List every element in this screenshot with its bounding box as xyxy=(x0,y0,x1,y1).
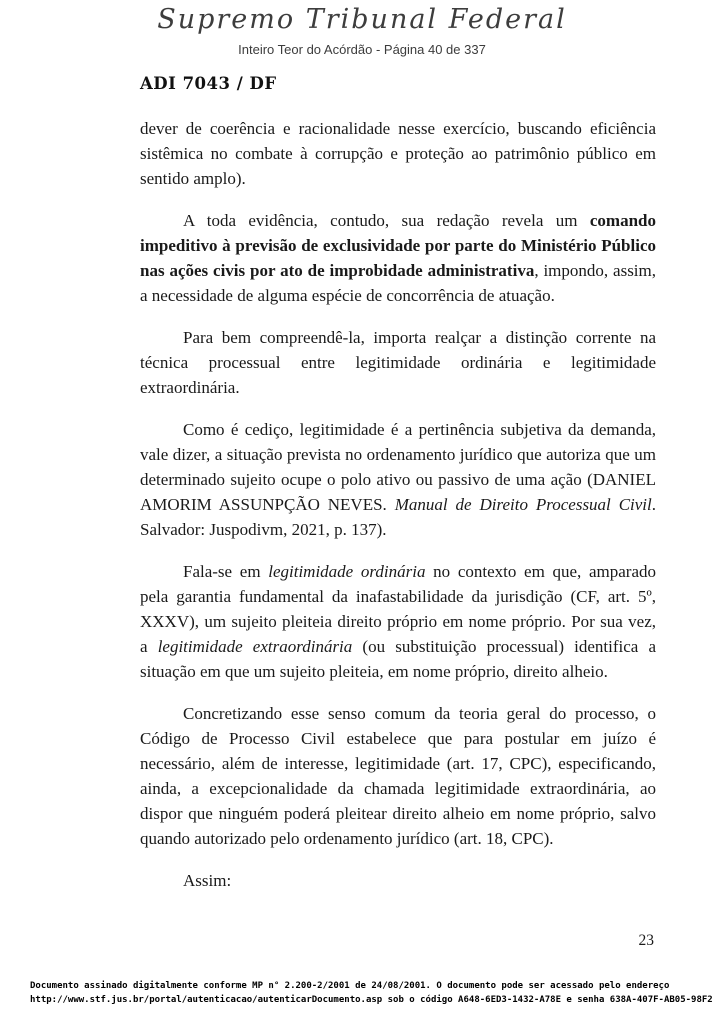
body-paragraph xyxy=(140,559,656,684)
text-run: Para bem compreendê-la, importa realçar a distinção corrente na técnica processual entre legitimidade ordinária e legitimidade extraordinária. xyxy=(140,328,656,397)
text-run-italic: Manual de Direito Processual Civil xyxy=(394,495,652,514)
text-run: no contexto em que, amparado pela garantia fundamental da inafastabilidade da jurisdição (CF, art. 5º, XXXV), um sujeito pleiteia direito próprio em nome próprio. Por sua vez, a xyxy=(140,562,657,656)
body-paragraph xyxy=(140,325,656,400)
text-run: dever de coerência e racionalidade nesse exercício, buscando eficiência sistêmica no combate à corrupção e proteção ao patrimônio público em sentido amplo). xyxy=(140,119,656,188)
text-run: . Salvador: Juspodivm, 2021, p. 137). xyxy=(140,495,657,539)
text-run: , impondo, assim, a necessidade de alguma espécie de concorrência de atuação. xyxy=(140,261,657,305)
body-paragraph xyxy=(140,868,656,893)
text-run: (ou substituição processual) identifica a situação em que um sujeito pleiteia, em nome próprio, direito alheio. xyxy=(140,637,657,681)
court-name-logo: Supremo Tribunal Federal xyxy=(157,4,567,35)
body-paragraph xyxy=(140,208,656,308)
page-number: 23 xyxy=(638,932,654,949)
case-number-title: ADI 7043 / DF xyxy=(140,74,277,93)
text-run: Concretizando esse senso comum da teoria geral do processo, o Código de Processo Civil estabelece que para postular em juízo é necessário, além de interesse, legitimidade (art. 17, CPC), especificando, ainda, a excepcionalidade da chamada legitimidade extraordinária, ao dispor que ninguém poderá pleitear direito alheio em nome próprio, salvo quando autorizado pelo ordenamento jurídico (art. 18, CPC). xyxy=(140,704,656,848)
decision-body-text xyxy=(140,116,656,910)
text-run: A toda evidência, contudo, sua redação revela um xyxy=(183,211,590,230)
signature-note-line: Documento assinado digitalmente conforme MP n° 2.200-2/2001 de 24/08/2001. O documento pode ser acessado pelo endereço xyxy=(30,981,670,991)
body-paragraph xyxy=(140,701,656,851)
digital-signature-footer xyxy=(30,979,713,1007)
text-run: Fala-se em xyxy=(183,562,269,581)
body-paragraph xyxy=(140,116,656,191)
text-run: Como é cediço, legitimidade é a pertinência subjetiva da demanda, vale dizer, a situação prevista no ordenamento jurídico que autoriza que um determinado sujeito ocupe o polo ativo ou passivo de uma ação (DANIEL AMORIM ASSUNPÇÃO NEVES. xyxy=(140,420,656,514)
body-paragraph xyxy=(140,417,656,542)
page-header xyxy=(0,4,724,57)
text-run-italic: legitimidade extraordinária xyxy=(157,637,353,656)
text-run-bold: comando impeditivo à previsão de exclusividade por parte do Ministério Público nas ações civis por ato de improbidade administrativa xyxy=(140,211,656,280)
acordao-page-subtitle: Inteiro Teor do Acórdão - Página 40 de 337 xyxy=(238,42,486,57)
text-run-italic: legitimidade ordinária xyxy=(268,562,426,581)
authentication-url-line: http://www.stf.jus.br/portal/autenticacao/autenticarDocumento.asp sob o código A648-6ED3-1432-A78E e senha 638A-407F-AB05-98F2 xyxy=(30,995,713,1005)
text-run: Assim: xyxy=(183,871,232,890)
